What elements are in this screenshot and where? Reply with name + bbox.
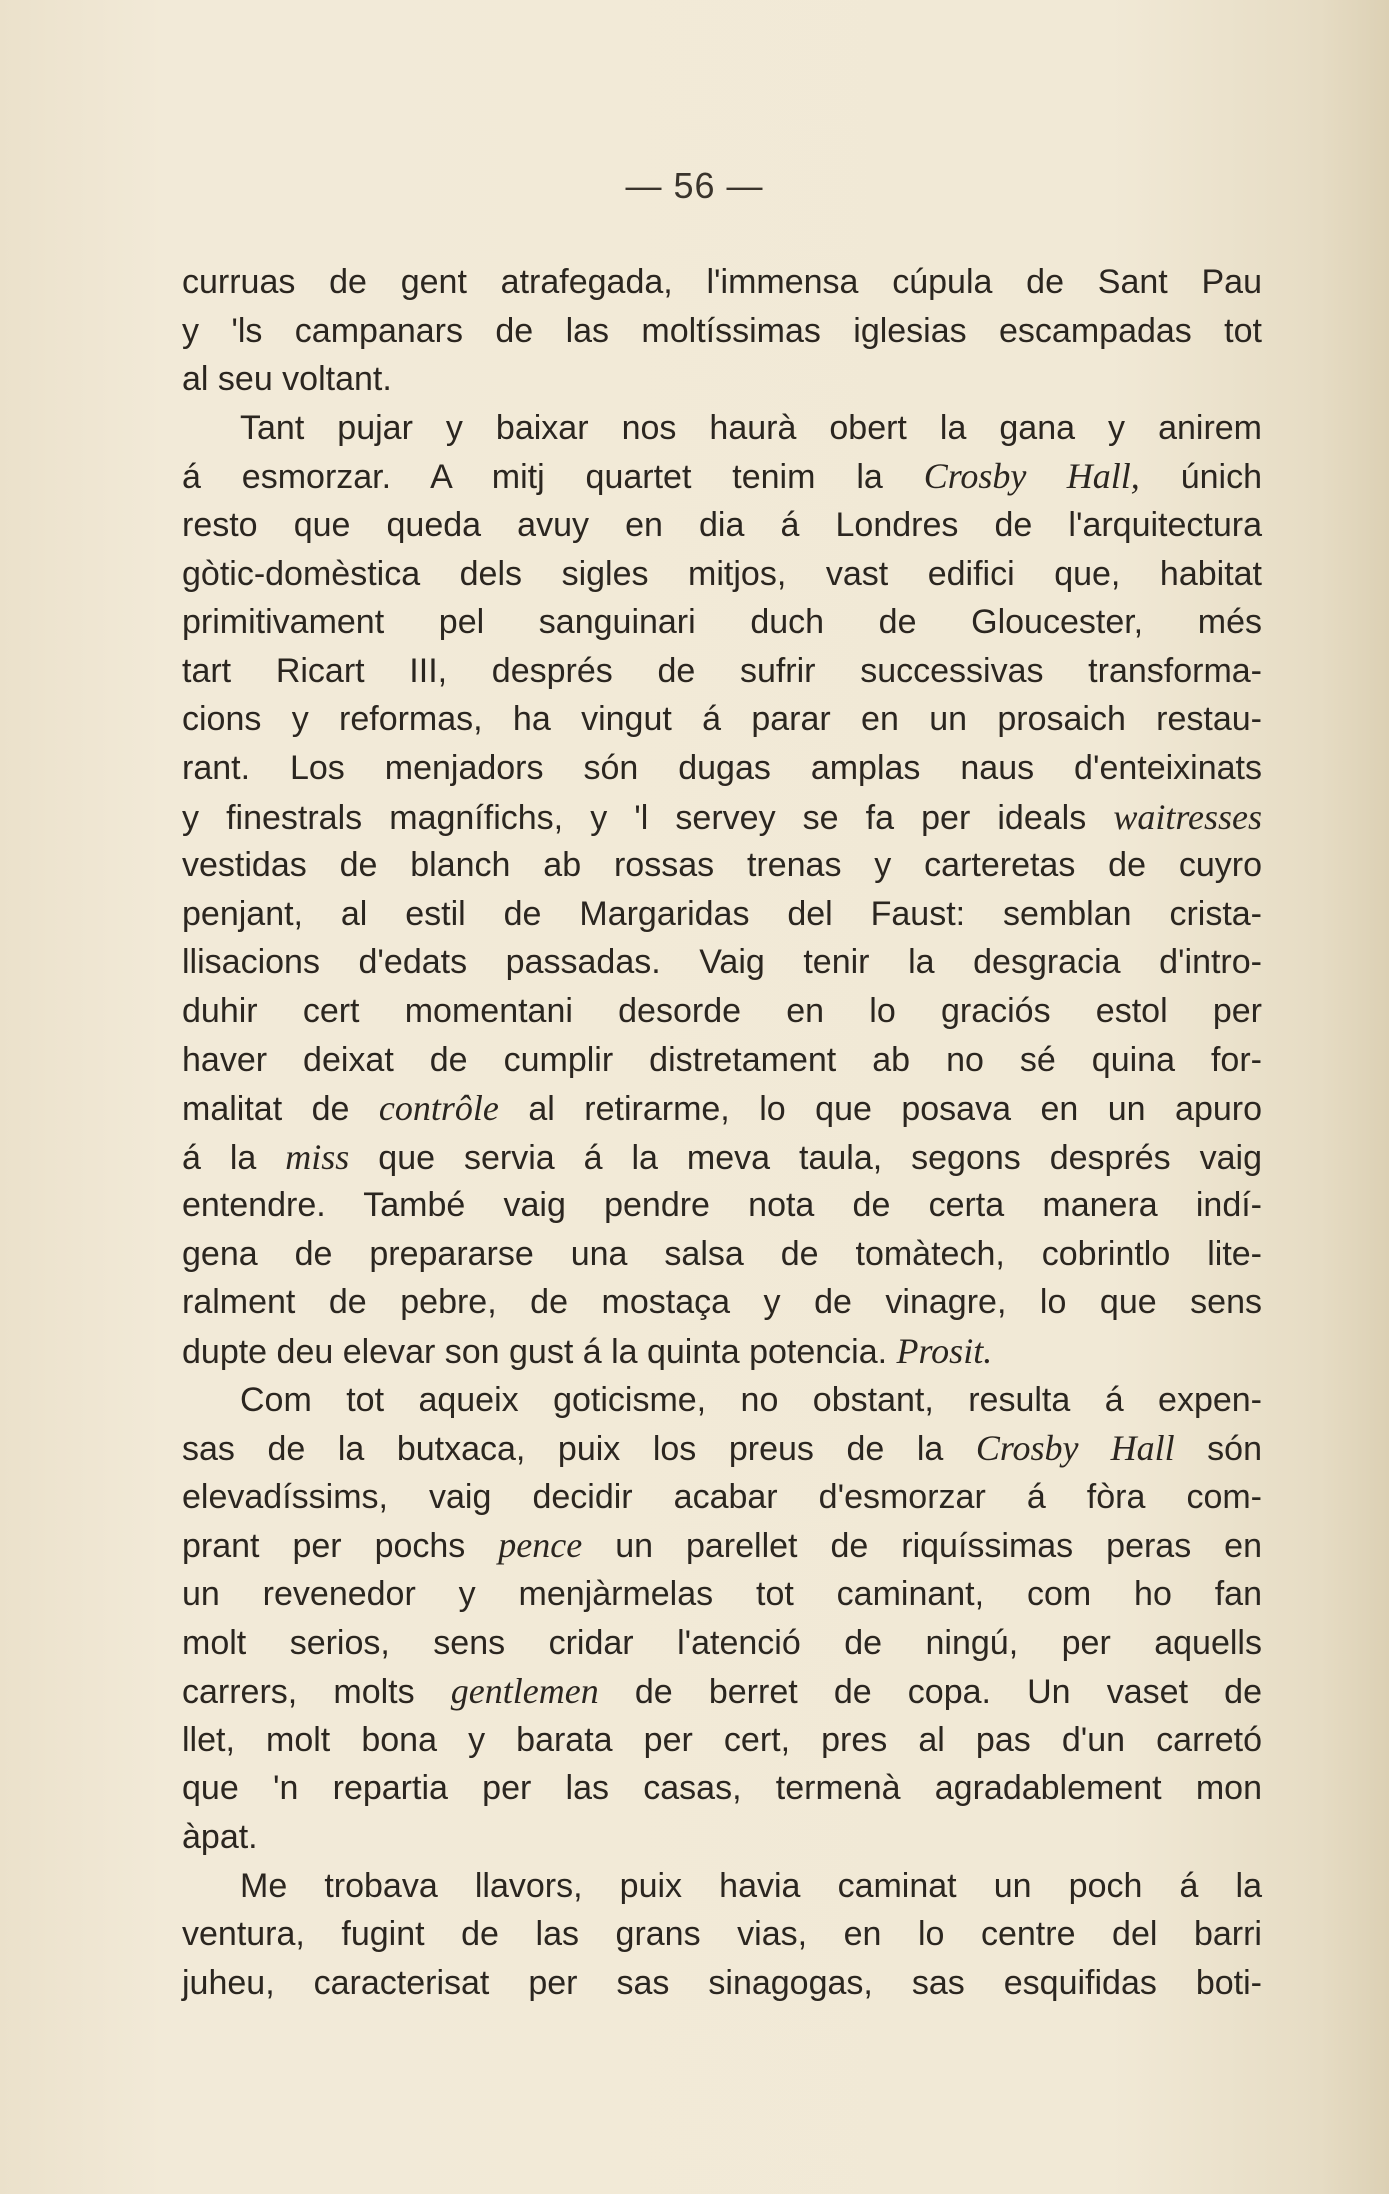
text-line <box>182 1716 1262 1765</box>
text-line <box>182 1424 1262 1473</box>
text-run: y 'ls campanars de las moltíssimas iglesias escampadas tot <box>182 311 1262 350</box>
text-run: al retirarme, lo que posava en un apuro <box>498 1090 1262 1129</box>
text-line <box>182 1813 1262 1862</box>
text-run: á esmorzar. A mitj quartet tenim la <box>182 458 924 497</box>
text-line <box>182 1084 1262 1133</box>
text-run: un revenedor y menjàrmelas tot caminant, com ho fan <box>182 1575 1262 1614</box>
text-line <box>182 1230 1262 1279</box>
text-line <box>182 987 1262 1036</box>
text-line <box>182 501 1262 550</box>
text-run: al seu voltant. <box>182 360 392 399</box>
text-line <box>182 452 1262 501</box>
italic-term: Prosit. <box>896 1331 993 1372</box>
body-text <box>182 258 1262 2007</box>
text-run: vestidas de blanch ab rossas trenas y carteretas de cuyro <box>182 846 1262 885</box>
italic-term: Crosby Hall <box>975 1428 1175 1469</box>
text-line <box>182 1862 1262 1911</box>
text-run: Me trobava llavors, puix havia caminat un poch á la <box>240 1866 1262 1905</box>
text-line <box>182 355 1262 404</box>
text-run: sas de la butxaca, puix los preus de la <box>182 1430 976 1469</box>
text-run: á la <box>182 1138 286 1177</box>
text-run: tart Ricart III, després de sufrir successivas transforma- <box>182 651 1262 690</box>
text-line <box>182 695 1262 744</box>
text-line <box>182 1959 1262 2008</box>
text-line <box>182 744 1262 793</box>
text-line <box>182 793 1262 842</box>
text-run: entendre. També vaig pendre nota de certa manera indí- <box>182 1186 1262 1225</box>
text-line <box>182 1181 1262 1230</box>
text-run: àpat. <box>182 1818 258 1856</box>
text-run: primitivament pel sanguinari duch de Gloucester, més <box>182 603 1262 642</box>
text-run: haver deixat de cumplir distretament ab no sé quina for- <box>182 1040 1262 1079</box>
text-line <box>182 258 1262 307</box>
text-run: gena de prepararse una salsa de tomàtech, cobrintlo lite- <box>182 1234 1262 1273</box>
text-line <box>182 890 1262 939</box>
text-line <box>182 307 1262 356</box>
text-line <box>182 1521 1262 1570</box>
text-line <box>182 1036 1262 1085</box>
text-run: ralment de pebre, de mostaça y de vinagre, lo que sens <box>182 1283 1262 1322</box>
italic-term: miss <box>285 1136 350 1177</box>
italic-term: contrôle <box>378 1088 499 1129</box>
text-line <box>182 938 1262 987</box>
text-line <box>182 1473 1262 1522</box>
text-line <box>182 1327 1262 1376</box>
text-line <box>182 1278 1262 1327</box>
text-run: carrers, molts <box>182 1673 451 1712</box>
text-run: gòtic-domèstica dels sigles mitjos, vast edifici que, habitat <box>182 554 1262 593</box>
text-line <box>182 404 1262 453</box>
text-run: que 'n repartia per las casas, termenà agradablement mon <box>182 1769 1262 1808</box>
text-line <box>182 1764 1262 1813</box>
italic-term: pence <box>498 1525 583 1566</box>
text-run: únich <box>1139 458 1262 497</box>
page-number: — 56 — <box>625 165 764 206</box>
text-line <box>182 1570 1262 1619</box>
text-run: prant per pochs <box>182 1527 499 1566</box>
text-line <box>182 1133 1262 1182</box>
text-line <box>182 550 1262 599</box>
text-run: elevadíssims, vaig decidir acabar d'esmorzar á fòra com- <box>182 1477 1262 1516</box>
text-run: Tant pujar y baixar nos haurà obert la gana y anirem <box>240 408 1262 447</box>
text-run: rant. Los menjadors són dugas amplas naus d'enteixinats <box>182 748 1262 787</box>
text-run: Com tot aqueix goticisme, no obstant, resulta á expen- <box>240 1380 1262 1419</box>
text-run: penjant, al estil de Margaridas del Faust: semblan crista- <box>182 894 1262 933</box>
text-run: resto que queda avuy en dia á Londres de l'arquitectura <box>182 505 1262 544</box>
text-run: juheu, caracterisat per sas sinagogas, sas esquifidas boti- <box>182 1963 1262 2002</box>
text-run: cions y reformas, ha vingut á parar en un prosaich restau- <box>182 700 1262 739</box>
text-run: malitat de <box>182 1090 379 1129</box>
text-line <box>182 1619 1262 1668</box>
text-line <box>182 598 1262 647</box>
text-run: ventura, fugint de las grans vias, en lo centre del barri <box>182 1915 1262 1954</box>
text-run: són <box>1174 1430 1262 1469</box>
italic-term: gentlemen <box>450 1671 599 1712</box>
text-run: que servia á la meva taula, segons després vaig <box>349 1138 1263 1177</box>
text-line <box>182 841 1262 890</box>
text-line <box>182 1910 1262 1959</box>
italic-term: Crosby Hall, <box>923 456 1140 497</box>
text-run: dupte deu elevar son gust á la quinta potencia. <box>182 1333 897 1372</box>
text-line <box>182 647 1262 696</box>
text-run: de berret de copa. Un vaset de <box>598 1673 1262 1712</box>
text-run: llisacions d'edats passadas. Vaig tenir la desgracia d'intro- <box>182 943 1262 982</box>
text-run: y finestrals magnífichs, y 'l servey se fa per ideals <box>182 798 1114 837</box>
text-run: duhir cert momentani desorde en lo graciós estol per <box>182 991 1262 1030</box>
text-run: molt serios, sens cridar l'atenció de ningú, per aquells <box>182 1623 1262 1662</box>
text-line <box>182 1667 1262 1716</box>
italic-term: waitresses <box>1113 796 1262 837</box>
text-run: llet, molt bona y barata per cert, pres al pas d'un carretó <box>182 1720 1262 1759</box>
text-line <box>182 1376 1262 1425</box>
text-run: un parellet de riquíssimas peras en <box>582 1527 1262 1566</box>
text-run: curruas de gent atrafegada, l'immensa cúpula de Sant Pau <box>182 263 1262 301</box>
